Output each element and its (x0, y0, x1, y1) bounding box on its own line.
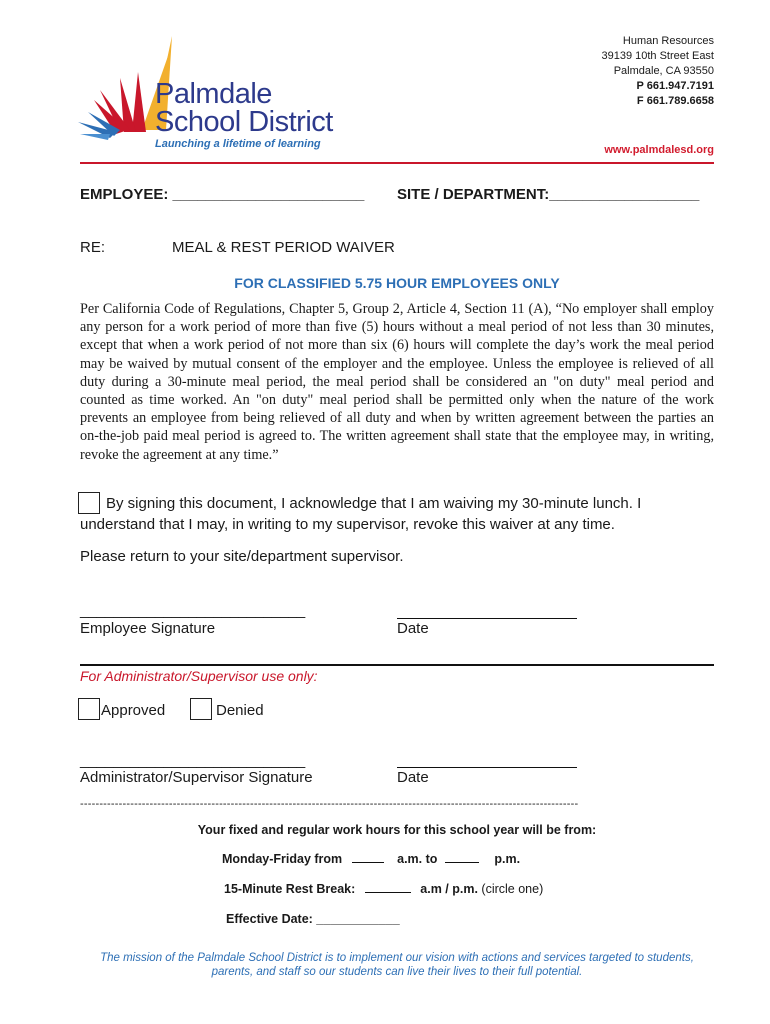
re-label: RE: (80, 239, 106, 256)
acknowledgement (80, 493, 720, 535)
admin-signature-label: Administrator/Supervisor Signature (80, 769, 313, 786)
acknowledgement-text: By signing this document, I acknowledge that I am waiving my 30-minute lunch. I understand that I may, in writing to my supervisor, revoke this waiver at any time. (80, 495, 642, 533)
regulation-paragraph: Per California Code of Regulations, Chapter 5, Group 2, Article 4, Section 11 (A), “No employer shall employ any person for a work period of more than five (5) hours without a meal period of not less than 30 minutes, except that when a work period of not more than six (6) hours will complete the day’s work the meal period may be waived by mutual consent of the employer and the employee. Unless the employee is relieved of all duty during a 30-minute meal period, the meal period shall be considered an "on duty" meal period and counted as time worked. An "on duty" meal period shall be permitted only when the nature of the work prevents an employee from being relieved of all duty and when by written agreement between the parties an on-the-job paid meal period is agreed to. The written agreement shall state that the employee may, in writing, revoke the agreement at any time.” (80, 301, 714, 463)
admin-note: For Administrator/Supervisor use only: (80, 668, 318, 684)
rest-ampm: a.m / p.m. (420, 882, 478, 896)
date-line[interactable] (397, 618, 577, 619)
address-line: Human Resources (622, 35, 714, 47)
employee-field[interactable]: EMPLOYEE: _______________________ (80, 186, 365, 203)
address-line: Palmdale, CA 93550 (613, 65, 714, 77)
admin-signature-line[interactable]: ___________________________ (80, 752, 306, 769)
admin-date-line[interactable] (397, 767, 577, 768)
logo-tagline: Launching a lifetime of learning (155, 138, 321, 150)
employee-signature-label: Employee Signature (80, 620, 216, 637)
website-link[interactable]: www.palmdalesd.org (604, 144, 714, 156)
logo-name-line2: School District (155, 106, 333, 138)
cut-line: --------------------------------------------------------------------------------------------------------------------------------- (80, 798, 579, 810)
rest-time-field[interactable] (365, 892, 411, 893)
denied-checkbox[interactable] (190, 698, 212, 720)
mf-prefix: Monday-Friday from (222, 852, 343, 866)
admin-date-label: Date (397, 769, 429, 786)
monday-friday-row (222, 852, 520, 866)
hours-heading: Your fixed and regular work hours for this school year will be from: (197, 823, 597, 837)
date-label: Date (397, 620, 429, 637)
mission-statement: The mission of the Palmdale School District is to implement our vision with actions and services targeted to students, parents, and staff so our students can live their lives to their full potential. (100, 952, 694, 978)
phone: P 661.947.7191 (636, 80, 714, 92)
document-title: MEAL & REST PERIOD WAIVER (172, 239, 395, 256)
employee-signature-line[interactable]: ___________________________ (80, 602, 306, 619)
rest-note: (circle one) (481, 882, 544, 896)
approved-checkbox[interactable] (78, 698, 100, 720)
logo-name (155, 80, 333, 136)
fax: F 661.789.6658 (636, 95, 714, 107)
header-divider (80, 162, 714, 164)
return-instruction: Please return to your site/department supervisor. (80, 548, 404, 565)
subtitle: FOR CLASSIFIED 5.75 HOUR EMPLOYEES ONLY (234, 275, 560, 291)
logo-name-line1: Palmdale (155, 78, 272, 110)
admin-divider (80, 664, 714, 666)
address-line: 39139 10th Street East (601, 50, 714, 62)
rest-prefix: 15-Minute Rest Break: (224, 882, 356, 896)
mf-am: a.m. to (397, 852, 438, 866)
end-time-field[interactable] (445, 862, 479, 863)
effective-date-field[interactable]: Effective Date: ____________ (226, 912, 400, 926)
start-time-field[interactable] (352, 862, 384, 863)
approved-label: Approved (101, 702, 166, 719)
contact-block (601, 34, 714, 109)
site-department-field[interactable]: SITE / DEPARTMENT:__________________ (397, 186, 700, 203)
rest-break-row (224, 882, 543, 896)
mf-pm: p.m. (494, 852, 521, 866)
denied-label: Denied (216, 702, 264, 719)
